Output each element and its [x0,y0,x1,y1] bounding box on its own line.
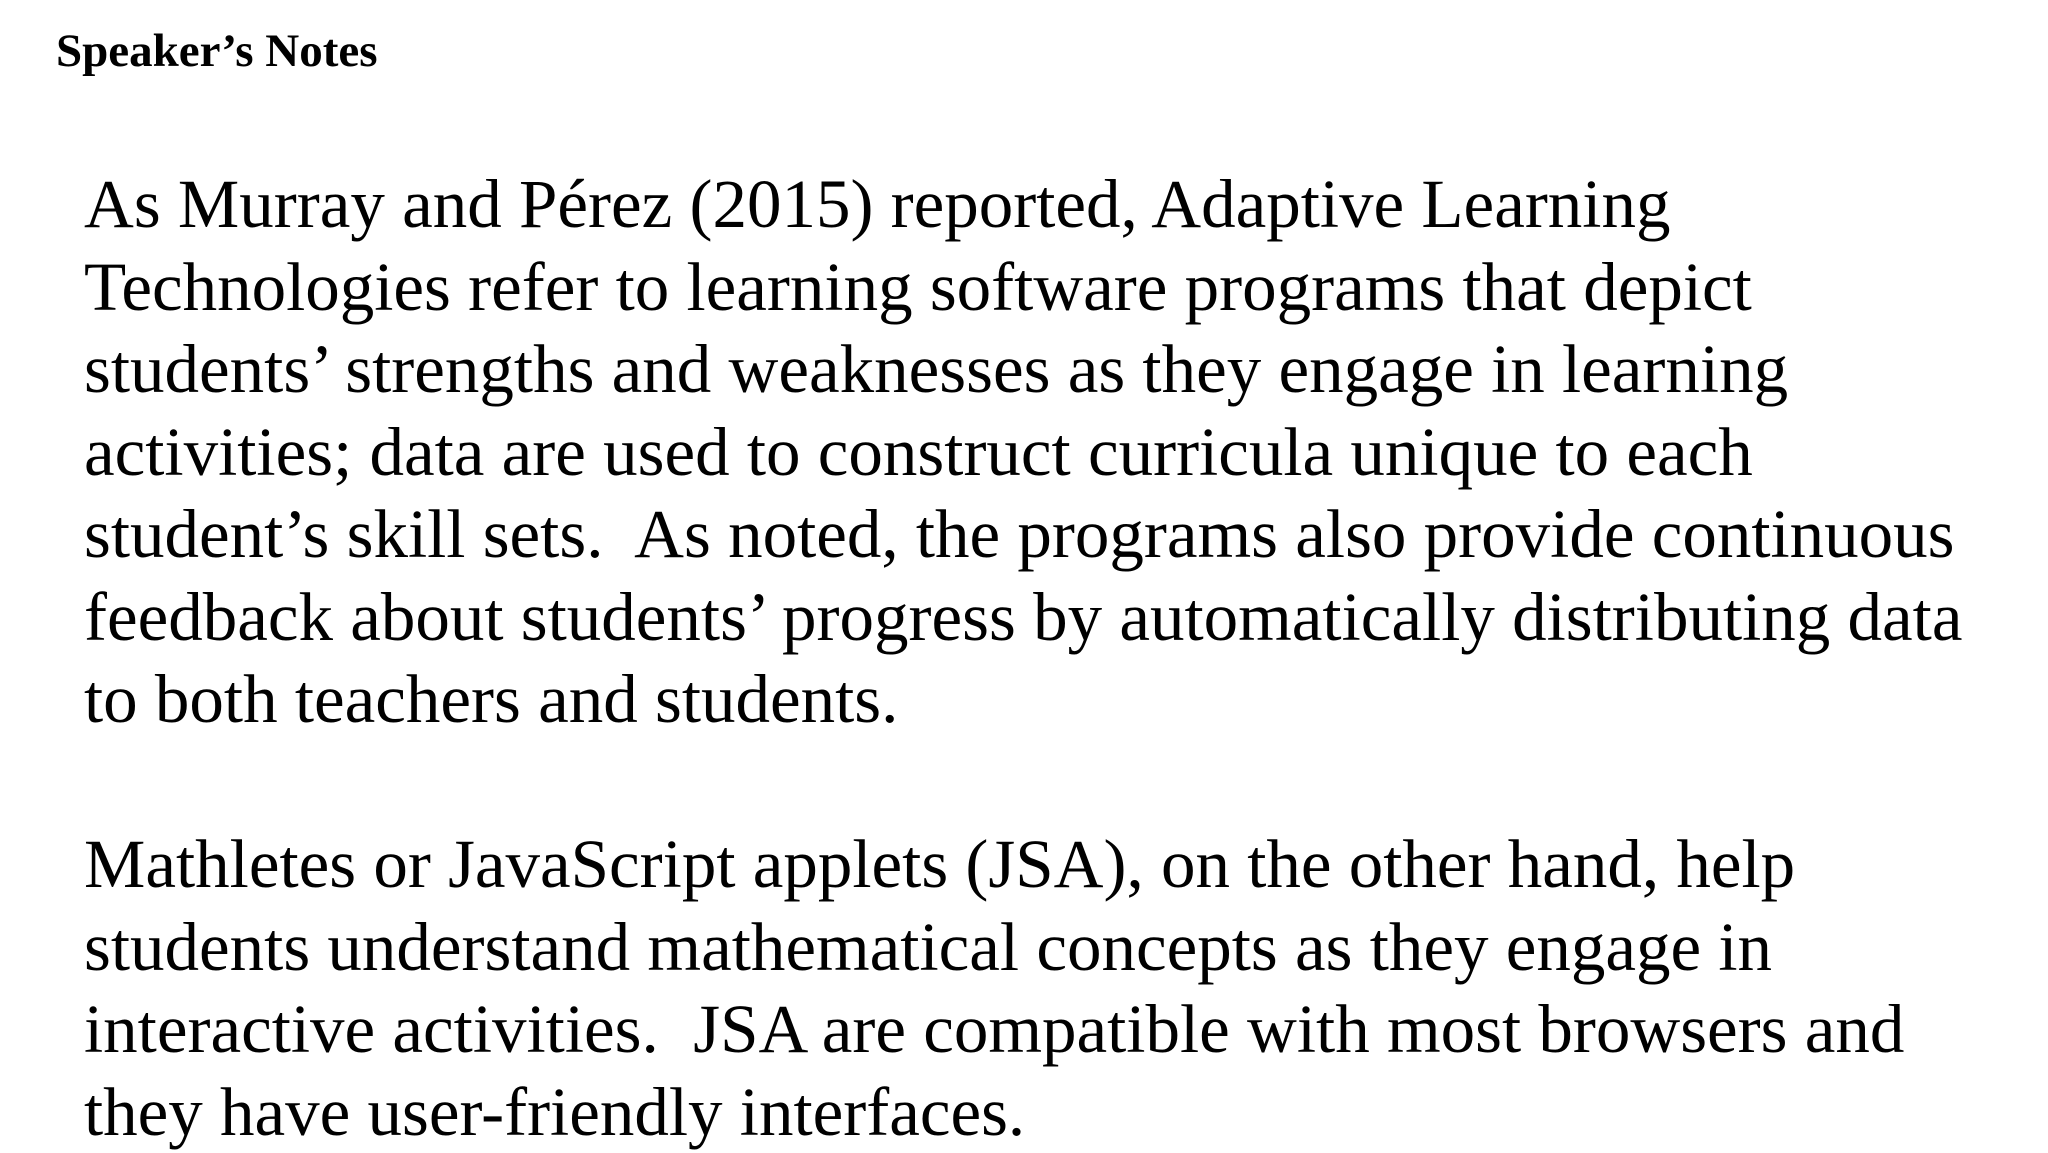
text-line: students’ strengths and weaknesses as they engage in learning [84,328,2044,411]
notes-body [84,163,2044,1153]
notes-paragraph-1 [84,163,2044,741]
text-line: Technologies refer to learning software programs that depict [84,246,2044,329]
text-line: feedback about students’ progress by automatically distributing data [84,576,2044,659]
text-line: students understand mathematical concepts as they engage in [84,906,2044,989]
text-line: activities; data are used to construct curricula unique to each [84,411,2044,494]
text-line: to both teachers and students. [84,658,2044,741]
text-line: student’s skill sets. As noted, the programs also provide continuous [84,493,2044,576]
text-line: As Murray and Pérez (2015) reported, Adaptive Learning [84,163,2044,246]
text-line: interactive activities. JSA are compatible with most browsers and [84,988,2044,1071]
text-line: they have user-friendly interfaces. [84,1071,2044,1153]
notes-heading: Speaker’s Notes [56,22,378,80]
notes-paragraph-2 [84,823,2044,1153]
text-line: Mathletes or JavaScript applets (JSA), on the other hand, help [84,823,2044,906]
